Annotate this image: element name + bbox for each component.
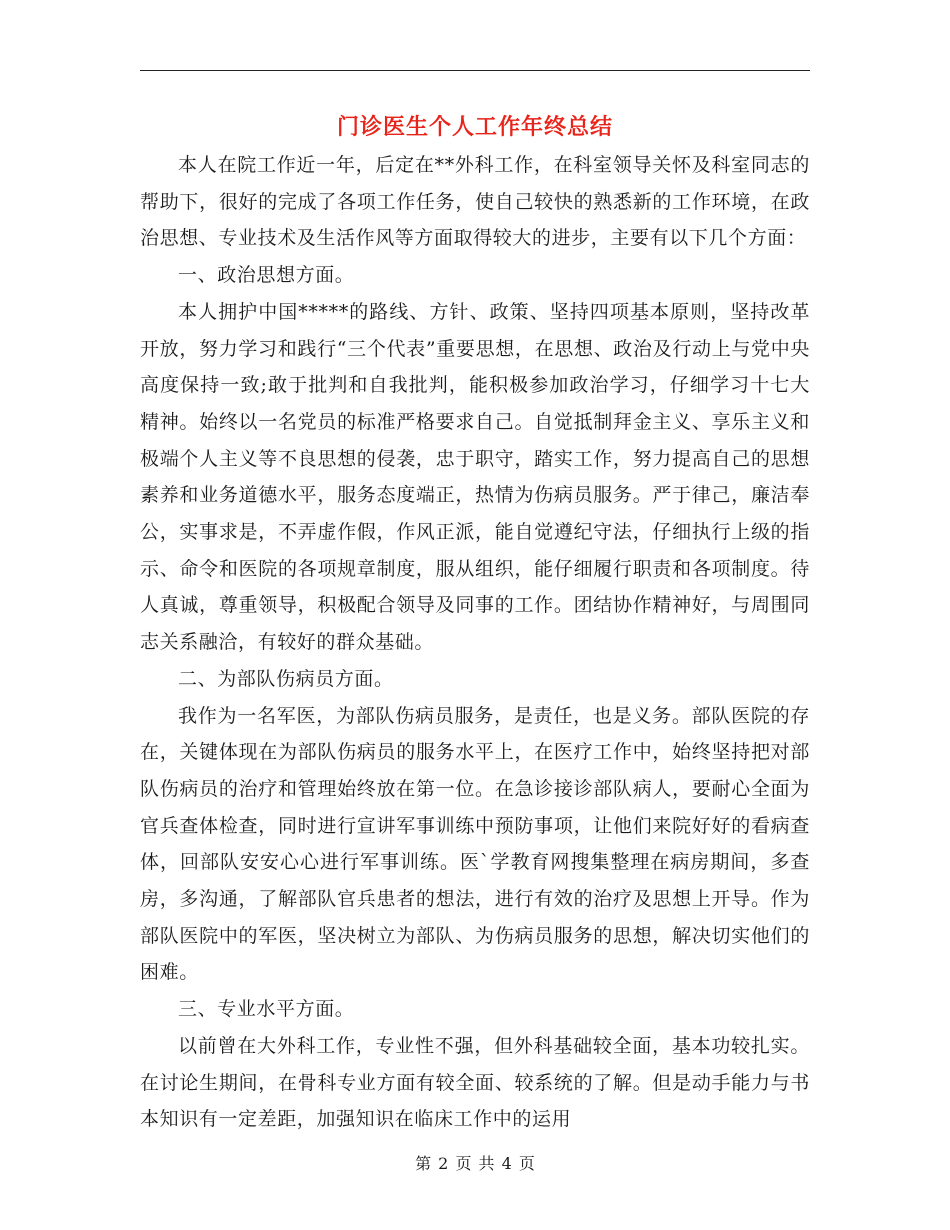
paragraph-troops: 我作为一名军医，为部队伤病员服务，是责任，也是义务。部队医院的存在，关键体现在为部队伤病员的服务水平上，在医疗工作中，始终坚持把对部队伤病员的治疗和管理始终放在第一位。在急诊接诊部队病人，要耐心全面为官兵查体检查，同时进行宣讲军事训练中预防事项，让他们来院好好的看病查体，回部队安安心心进行军事训练。医`学教育网搜集整理在病房期间，多查房，多沟通，了解部队官兵患者的想法，进行有效的治疗及思想上开导。作为部队医院中的军医，坚决树立为部队、为伤病员服务的思想，解决切实他们的困难。 [140, 704, 810, 984]
section-heading-political: 一、政治思想方面。 [178, 264, 355, 287]
paragraph-political: 本人拥护中国*****的路线、方针、政策、坚持四项基本原则，坚持改革开放，努力学习和践行“三个代表”重要思想，在思想、政治及行动上与党中央高度保持一致;敢于批判和自我批判，能积极参加政治学习，仔细学习十七大精神。始终以一名党员的标准严格要求自己。自觉抵制拜金主义、享乐主义和极端个人主义等不良思想的侵袭，忠于职守，踏实工作，努力提高自己的思想素养和业务道德水平，服务态度端正，热情为伤病员服务。严于律己，廉洁奉公，实事求是，不弄虚作假，作风正派，能自觉遵纪守法，仔细执行上级的指示、命令和医院的各项规章制度，服从组织，能仔细履行职责和各项制度。待人真诚，尊重领导，积极配合领导及同事的工作。团结协作精神好，与周围同志关系融洽，有较好的群众基础。 [140, 300, 810, 654]
paragraph-professional: 以前曾在大外科工作，专业性不强，但外科基础较全面，基本功较扎实。在讨论生期间，在骨科专业方面有较全面、较系统的了解。但是动手能力与书本知识有一定差距，加强知识在临床工作中的运用 [140, 1034, 810, 1131]
paragraph-intro: 本人在院工作近一年，后定在**外科工作，在科室领导关怀及科室同志的帮助下，很好的完成了各项工作任务，使自己较快的熟悉新的工作环境，在政治思想、专业技术及生活作风等方面取得较大的进步，主要有以下几个方面： [140, 154, 810, 250]
document-body [140, 147, 810, 1138]
page-number: 第 2 页 共 4 页 [415, 1154, 535, 1173]
section-heading-troops: 二、为部队伤病员方面。 [178, 667, 394, 690]
section-heading-professional: 三、专业水平方面。 [178, 998, 355, 1021]
document-title: 门诊医生个人工作年终总结 [336, 114, 613, 140]
header-rule [140, 70, 810, 71]
